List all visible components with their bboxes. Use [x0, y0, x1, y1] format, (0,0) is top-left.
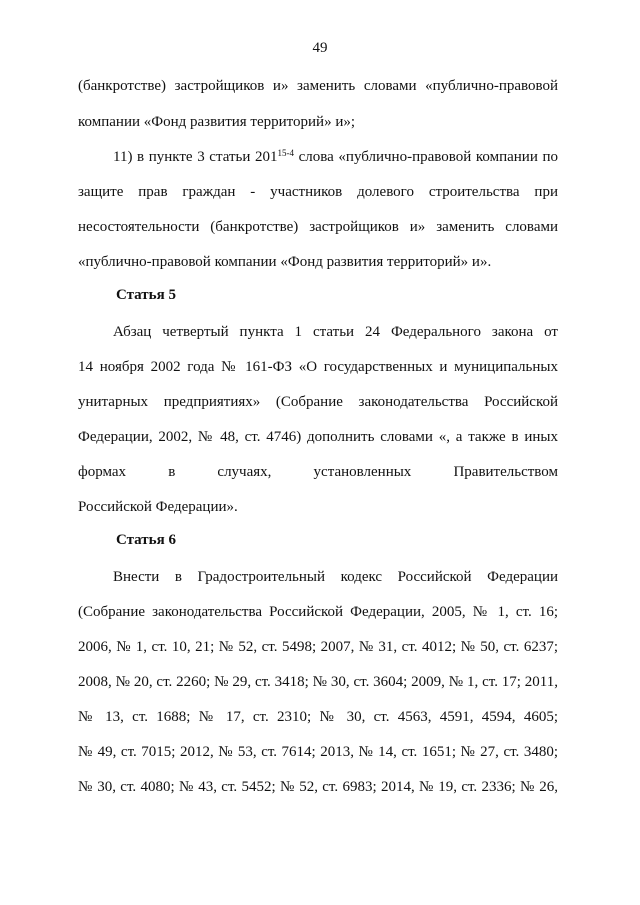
text-line: несостоятельности (банкротстве) застройщиков и» заменить словами: [78, 219, 558, 235]
text-line: № 30, ст. 4080; № 43, ст. 5452; № 52, ст. 6983; 2014, № 19, ст. 2336; № 26,: [78, 779, 558, 795]
text-line: «публично-правовой компании «Фонд развития территорий» и».: [78, 254, 492, 270]
text-line: [113, 147, 558, 167]
page-number: 49: [312, 40, 328, 56]
superscript: 15-4: [277, 148, 295, 158]
text-line: № 49, ст. 7015; 2012, № 53, ст. 7614; 2013, № 14, ст. 1651; № 27, ст. 3480;: [78, 744, 558, 760]
text-line: защите прав граждан - участников долевого строительства при: [78, 184, 558, 200]
article-heading: Статья 6: [116, 532, 176, 548]
text-line: (Собрание законодательства Российской Федерации, 2005, № 1, ст. 16;: [78, 604, 558, 620]
text-line: Внести в Градостроительный кодекс Российской Федерации: [113, 569, 558, 585]
text-line: (банкротстве) застройщиков и» заменить словами «публично-правовой: [78, 78, 558, 94]
article-heading: Статья 5: [116, 287, 176, 303]
text-line: 2006, № 1, ст. 10, 21; № 52, ст. 5498; 2007, № 31, ст. 4012; № 50, ст. 6237;: [78, 639, 558, 655]
text-line: компании «Фонд развития территорий» и»;: [78, 114, 356, 130]
text-line: 2008, № 20, ст. 2260; № 29, ст. 3418; № 30, ст. 3604; 2009, № 1, ст. 17; 2011,: [78, 674, 558, 690]
text-fragment: слова «публично-правовой компании по: [294, 149, 558, 165]
text-fragment: 11) в пункте 3 статьи 201: [113, 149, 278, 165]
text-line: Абзац четвертый пункта 1 статьи 24 Федерального закона от: [113, 324, 558, 340]
text-line: Федерации, 2002, № 48, ст. 4746) дополнить словами «, а также в иных: [78, 429, 558, 445]
text-line: формах в случаях, установленных Правительством: [78, 464, 558, 480]
text-line: Российской Федерации».: [78, 499, 238, 515]
text-line: 14 ноября 2002 года № 161-ФЗ «О государственных и муниципальных: [78, 359, 558, 375]
text-line: № 13, ст. 1688; № 17, ст. 2310; № 30, ст. 4563, 4591, 4594, 4605;: [78, 709, 558, 725]
text-line: унитарных предприятиях» (Собрание законодательства Российской: [78, 394, 558, 410]
